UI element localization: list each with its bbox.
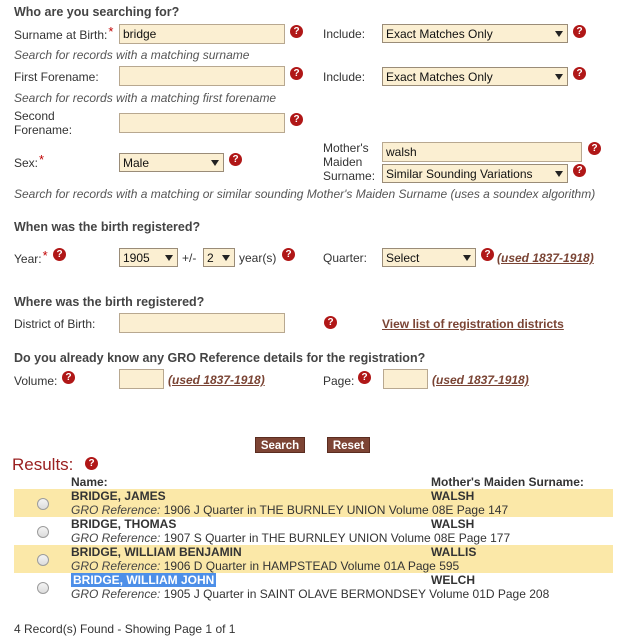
search-button[interactable]: Search	[255, 437, 305, 453]
row-gro-ref	[71, 587, 549, 601]
row-ref-text: 1906 J Quarter in THE BURNLEY UNION Volume 08E Page 147	[163, 503, 509, 517]
year-label-text: Year:	[14, 252, 42, 266]
help-icon[interactable]: ?	[358, 371, 371, 384]
plus-minus-label: +/-	[182, 251, 197, 265]
quarter-select[interactable]: Select	[382, 248, 476, 267]
page-label: Page:	[323, 374, 355, 388]
chevron-down-icon	[222, 255, 230, 261]
row-mmn: WELCH	[431, 573, 475, 587]
row-name: BRIDGE, THOMAS	[71, 517, 177, 531]
sex-label: Sex:*	[14, 152, 45, 170]
help-icon[interactable]: ?	[62, 371, 75, 384]
results-title: Results:	[12, 455, 74, 474]
section-heading-when: When was the birth registered?	[14, 220, 201, 234]
surname-include-select[interactable]: Exact Matches Only	[382, 24, 568, 43]
help-icon[interactable]: ?	[573, 67, 586, 80]
year-label: Year:*	[14, 248, 48, 266]
row-radio[interactable]	[37, 554, 49, 566]
row-mmn: WALLIS	[431, 545, 477, 559]
row-gro-ref	[71, 503, 508, 517]
row-radio[interactable]	[37, 582, 49, 594]
year-range-select[interactable]: 2	[203, 248, 235, 267]
volume-used-note[interactable]: (used 1837-1918)	[168, 373, 265, 387]
row-gro-ref	[71, 531, 510, 545]
row-ref-text: 1906 D Quarter in HAMPSTEAD Volume 01A Page 595	[163, 559, 460, 573]
help-icon[interactable]: ?	[481, 248, 494, 261]
surname-input[interactable]: bridge	[119, 24, 285, 44]
sex-select[interactable]: Male	[119, 153, 224, 172]
gro-prefix: GRO Reference:	[71, 559, 161, 573]
row-radio[interactable]	[37, 498, 49, 510]
page-used-note[interactable]: (used 1837-1918)	[432, 373, 529, 387]
chevron-down-icon	[165, 255, 173, 261]
help-icon[interactable]: ?	[290, 25, 303, 38]
help-icon[interactable]: ?	[588, 142, 601, 155]
help-icon[interactable]: ?	[290, 67, 303, 80]
surname-hint: Search for records with a matching surname	[14, 48, 250, 62]
second-forename-label-line1: Second	[14, 109, 55, 123]
chevron-down-icon	[211, 160, 219, 166]
reset-button[interactable]: Reset	[327, 437, 370, 453]
quarter-label: Quarter:	[323, 251, 368, 265]
surname-label: Surname at Birth:*	[14, 24, 114, 42]
year-select[interactable]: 1905	[119, 248, 178, 267]
years-label: year(s)	[239, 251, 277, 265]
section-heading-where: Where was the birth registered?	[14, 295, 205, 309]
surname-include-label: Include:	[323, 27, 366, 41]
mmn-hint: Search for records with a matching or similar sounding Mother's Maiden Surname (uses a soundex algorithm)	[14, 187, 596, 201]
volume-label: Volume:	[14, 374, 58, 388]
second-forename-input[interactable]	[119, 113, 285, 133]
results-col-mmn: Mother's Maiden Surname:	[431, 475, 584, 489]
row-ref-text: 1907 S Quarter in THE BURNLEY UNION Volume 08E Page 177	[163, 531, 511, 545]
page-input[interactable]	[383, 369, 428, 389]
row-mmn: WALSH	[431, 517, 475, 531]
section-heading-who: Who are you searching for?	[14, 5, 180, 19]
districts-link[interactable]: View list of registration districts	[382, 317, 564, 331]
chevron-down-icon	[555, 171, 563, 177]
second-forename-label-line2: Forename:	[14, 123, 73, 137]
district-label: District of Birth:	[14, 317, 96, 331]
gro-prefix: GRO Reference:	[71, 503, 161, 517]
mmn-label-line3: Surname:	[323, 169, 376, 183]
forename-label: First Forename:	[14, 70, 99, 84]
gro-prefix: GRO Reference:	[71, 531, 161, 545]
district-input[interactable]	[119, 313, 285, 333]
results-col-name: Name:	[71, 475, 108, 489]
row-ref-text: 1905 J Quarter in SAINT OLAVE BERMONDSEY Volume 01D Page 208	[163, 587, 550, 601]
volume-input[interactable]	[119, 369, 164, 389]
help-icon[interactable]: ?	[282, 248, 295, 261]
help-icon[interactable]: ?	[573, 25, 586, 38]
row-radio[interactable]	[37, 526, 49, 538]
mmn-input[interactable]: walsh	[382, 142, 582, 162]
forename-include-label: Include:	[323, 70, 366, 84]
sex-label-text: Sex:	[14, 156, 39, 170]
quarter-used-note[interactable]: (used 1837-1918)	[497, 251, 594, 265]
mmn-label-line1: Mother's	[323, 141, 369, 155]
chevron-down-icon	[555, 74, 563, 80]
mmn-label-line2: Maiden	[323, 155, 363, 169]
results-footer: 4 Record(s) Found - Showing Page 1 of 1	[14, 622, 236, 636]
gro-prefix: GRO Reference:	[71, 587, 161, 601]
chevron-down-icon	[555, 31, 563, 37]
help-icon[interactable]: ?	[573, 164, 586, 177]
row-mmn: WALSH	[431, 489, 475, 503]
forename-include-select[interactable]: Exact Matches Only	[382, 67, 568, 86]
help-icon[interactable]: ?	[53, 248, 66, 261]
help-icon[interactable]: ?	[85, 457, 98, 470]
help-icon[interactable]: ?	[290, 113, 303, 126]
help-icon[interactable]: ?	[229, 153, 242, 166]
section-heading-gro: Do you already know any GRO Reference details for the registration?	[14, 351, 426, 365]
row-gro-ref	[71, 559, 459, 573]
row-name-selected-text: BRIDGE, WILLIAM JOHN	[73, 573, 215, 587]
forename-input[interactable]	[119, 66, 285, 86]
row-name: BRIDGE, JAMES	[71, 489, 166, 503]
chevron-down-icon	[463, 255, 471, 261]
mmn-match-select[interactable]: Similar Sounding Variations	[382, 164, 568, 183]
row-name	[71, 573, 216, 587]
help-icon[interactable]: ?	[324, 316, 337, 329]
forename-hint: Search for records with a matching first forename	[14, 91, 277, 105]
row-name: BRIDGE, WILLIAM BENJAMIN	[71, 545, 242, 559]
